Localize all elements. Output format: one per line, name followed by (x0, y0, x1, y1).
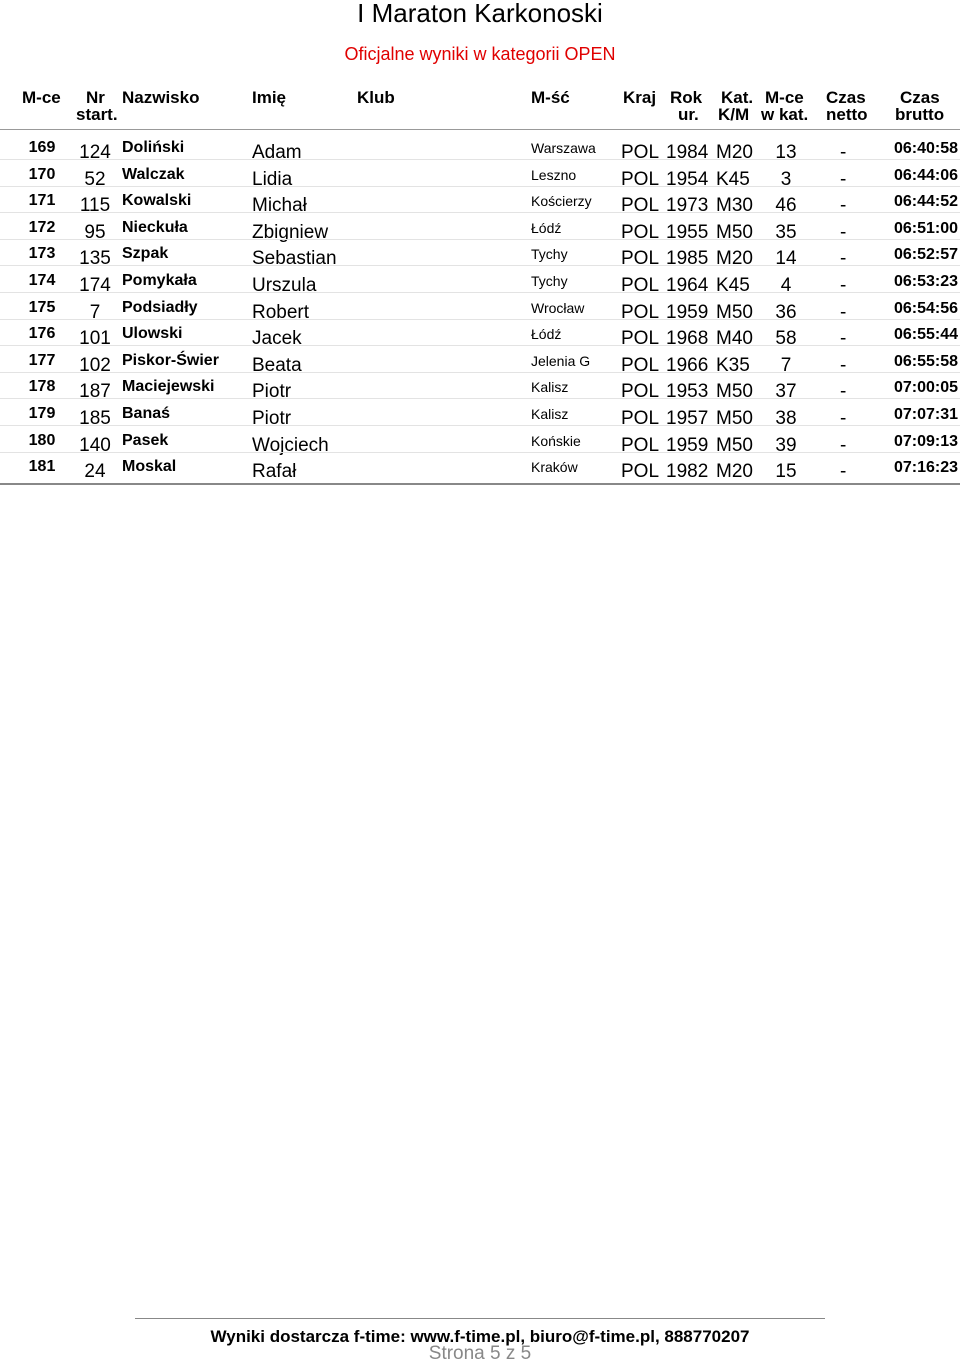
col-header-netto-line2: netto (826, 105, 868, 124)
row-category: M50 (716, 381, 753, 403)
row-category: M50 (716, 408, 753, 429)
row-netto-time: - (840, 221, 847, 243)
row-surname: Podsiadły (122, 298, 198, 316)
row-place: 170 (28, 165, 56, 183)
row-category: K35 (716, 354, 750, 376)
row-category: M50 (716, 434, 753, 456)
row-category-place: 39 (775, 434, 797, 456)
row-country: POL (621, 142, 660, 163)
row-netto-time: - (840, 328, 847, 350)
row-country: POL (621, 354, 660, 376)
row-category: K45 (716, 275, 750, 296)
table-row (0, 187, 960, 217)
row-place: 181 (28, 458, 56, 476)
row-city: Kraków (531, 459, 578, 476)
row-country: POL (621, 248, 660, 270)
row-country: POL (621, 275, 660, 296)
row-first-name: Zbigniew (252, 221, 329, 243)
row-surname: Banaś (122, 405, 171, 422)
row-netto-time: - (840, 354, 847, 376)
row-category-place: 58 (775, 328, 797, 350)
row-city: Tychy (531, 246, 568, 263)
col-header-year-line2: ur. (678, 105, 699, 124)
col-header-category-line2: K/M (718, 105, 750, 124)
row-place: 178 (28, 378, 56, 396)
row-birth-year: 1968 (666, 328, 709, 350)
row-category-place: 37 (775, 381, 797, 403)
row-brutto-time: 06:53:23 (893, 273, 958, 290)
table-row (0, 134, 960, 163)
row-country: POL (621, 408, 660, 429)
row-city: Łódź (531, 326, 562, 343)
row-category-place: 36 (775, 301, 797, 323)
row-city: Kalisz (531, 379, 569, 396)
footer-provider: Wyniki dostarcza f-time: www.f-time.pl, biuro@f-time.pl, 888770207 (210, 1327, 750, 1346)
col-header-brutto-line2: brutto (895, 105, 945, 124)
row-place: 172 (28, 218, 56, 236)
row-place: 176 (28, 325, 56, 343)
row-first-name: Wojciech (252, 434, 329, 456)
row-surname: Ulowski (122, 325, 183, 343)
row-bib: 140 (79, 434, 111, 456)
row-place: 171 (28, 192, 56, 210)
row-birth-year: 1966 (666, 354, 709, 376)
row-bib: 24 (84, 461, 106, 483)
row-category-place: 13 (775, 142, 797, 163)
row-place: 175 (28, 298, 56, 316)
row-bib: 124 (79, 142, 111, 163)
row-surname: Maciejewski (122, 378, 215, 396)
row-netto-time: - (840, 142, 847, 163)
row-bib: 185 (79, 408, 111, 429)
row-city: Kościerzy (531, 193, 592, 210)
table-row (0, 240, 960, 270)
row-birth-year: 1984 (666, 142, 709, 163)
row-brutto-time: 06:55:44 (893, 326, 958, 344)
row-birth-year: 1953 (666, 381, 709, 403)
row-place: 169 (28, 139, 56, 156)
row-first-name: Rafał (252, 461, 297, 483)
col-header-club: Klub (357, 88, 395, 107)
row-birth-year: 1959 (666, 301, 709, 323)
row-place: 177 (28, 351, 56, 369)
col-header-city: M-ść (531, 88, 570, 107)
row-first-name: Jacek (252, 328, 302, 350)
table-row (0, 214, 960, 243)
row-category-place: 46 (775, 195, 797, 217)
row-country: POL (621, 328, 660, 350)
col-header-netto: Czas (826, 88, 866, 107)
row-category-place: 7 (780, 354, 792, 376)
row-city: Warszawa (531, 140, 596, 156)
row-birth-year: 1957 (666, 408, 709, 429)
row-bib: 52 (84, 168, 106, 190)
row-city: Wrocław (531, 299, 585, 316)
row-first-name: Adam (252, 142, 302, 163)
row-surname: Piskor-Świer (122, 351, 219, 369)
row-place: 179 (28, 405, 56, 422)
document-subtitle: Oficjalne wyniki w kategorii OPEN (344, 44, 616, 64)
row-place: 180 (28, 431, 56, 449)
row-bib: 7 (89, 301, 101, 323)
row-bib: 102 (79, 354, 111, 376)
row-category-place: 38 (775, 408, 797, 429)
row-category: M30 (716, 195, 753, 217)
row-category: M50 (716, 301, 753, 323)
row-brutto-time: 07:07:31 (893, 406, 958, 423)
table-row (0, 294, 960, 323)
row-category-place: 14 (775, 248, 797, 270)
col-header-first-name: Imię (252, 88, 287, 107)
row-category: M20 (716, 461, 753, 483)
row-city: Tychy (531, 273, 568, 289)
table-row (0, 373, 960, 403)
row-country: POL (621, 221, 660, 243)
row-surname: Doliński (122, 139, 185, 156)
row-category: M40 (716, 328, 753, 350)
row-birth-year: 1982 (666, 461, 709, 483)
page-number: Strona 5 z 5 (428, 1343, 532, 1364)
row-surname: Walczak (122, 165, 185, 183)
col-header-bib: Nr (86, 88, 105, 107)
row-city: Końskie (531, 432, 581, 449)
row-brutto-time: 06:54:56 (893, 299, 958, 317)
row-bib: 95 (84, 221, 106, 243)
row-category-place: 15 (775, 461, 797, 483)
table-row (0, 320, 960, 350)
row-surname: Pasek (122, 431, 169, 449)
row-surname: Kowalski (122, 192, 192, 210)
row-netto-time: - (840, 381, 847, 403)
table-row (0, 347, 960, 376)
row-place: 174 (28, 272, 56, 289)
row-country: POL (621, 434, 660, 456)
col-header-bib-line2: start. (76, 105, 118, 124)
col-header-country: Kraj (623, 88, 657, 107)
table-row (0, 267, 960, 296)
document-title: I Maraton Karkonoski (357, 0, 603, 28)
row-first-name: Michał (252, 195, 307, 217)
row-brutto-time: 06:52:57 (893, 246, 958, 264)
row-city: Łódź (531, 219, 562, 236)
row-first-name: Lidia (252, 168, 293, 190)
row-bib: 187 (79, 381, 111, 403)
row-brutto-time: 06:55:58 (893, 352, 958, 370)
footer-divider (135, 1318, 825, 1319)
row-first-name: Beata (252, 354, 302, 376)
row-brutto-time: 06:51:00 (893, 219, 958, 237)
row-first-name: Urszula (252, 275, 317, 296)
row-birth-year: 1985 (666, 248, 709, 270)
row-first-name: Robert (252, 301, 310, 323)
row-country: POL (621, 461, 660, 483)
row-surname: Szpak (122, 245, 169, 263)
row-category: K45 (716, 168, 750, 190)
row-brutto-time: 06:44:06 (893, 166, 958, 184)
row-bib: 101 (79, 328, 111, 350)
row-netto-time: - (840, 275, 847, 296)
row-netto-time: - (840, 434, 847, 456)
row-netto-time: - (840, 408, 847, 429)
row-city: Leszno (531, 166, 577, 183)
row-category-place: 4 (780, 275, 792, 296)
row-surname: Nieckuła (122, 218, 188, 236)
col-header-category-place: M-ce (765, 88, 804, 107)
row-birth-year: 1955 (666, 221, 709, 243)
row-place: 173 (28, 245, 56, 263)
row-brutto-time: 07:16:23 (893, 459, 958, 477)
table-row (0, 161, 960, 190)
row-surname: Pomykała (122, 272, 197, 289)
row-category-place: 35 (775, 221, 797, 243)
row-city: Jelenia G (531, 352, 591, 369)
row-birth-year: 1973 (666, 195, 709, 217)
row-netto-time: - (840, 301, 847, 323)
row-country: POL (621, 195, 660, 217)
row-category: M20 (716, 248, 753, 270)
row-birth-year: 1954 (666, 168, 709, 190)
row-country: POL (621, 381, 660, 403)
row-netto-time: - (840, 168, 847, 190)
header-divider (0, 129, 960, 130)
col-header-place: M-ce (22, 88, 61, 107)
table-row (0, 427, 960, 456)
row-category-place: 3 (780, 168, 792, 190)
row-birth-year: 1959 (666, 434, 709, 456)
table-row (0, 453, 960, 483)
col-header-surname: Nazwisko (122, 88, 200, 107)
row-category: M20 (716, 142, 753, 163)
row-country: POL (621, 301, 660, 323)
row-brutto-time: 07:00:05 (893, 379, 958, 397)
col-header-category: Kat. (721, 88, 754, 107)
col-header-year: Rok (670, 88, 703, 107)
row-category: M50 (716, 221, 753, 243)
col-header-category-place-line2: w kat. (761, 105, 809, 124)
table-row (0, 400, 960, 429)
row-netto-time: - (840, 461, 847, 483)
row-bib: 115 (79, 195, 111, 217)
row-netto-time: - (840, 248, 847, 270)
table-bottom-divider (0, 483, 960, 485)
row-netto-time: - (840, 195, 847, 217)
row-country: POL (621, 168, 660, 190)
row-bib: 135 (79, 248, 111, 270)
row-brutto-time: 06:40:58 (893, 140, 958, 157)
row-brutto-time: 07:09:13 (893, 432, 958, 450)
row-surname: Moskal (122, 458, 177, 476)
row-first-name: Piotr (252, 408, 292, 429)
row-bib: 174 (79, 275, 111, 296)
row-first-name: Sebastian (252, 248, 337, 270)
row-city: Kalisz (531, 406, 569, 422)
row-brutto-time: 06:44:52 (893, 193, 958, 211)
row-first-name: Piotr (252, 381, 292, 403)
col-header-brutto: Czas (900, 88, 940, 107)
row-birth-year: 1964 (666, 275, 709, 296)
